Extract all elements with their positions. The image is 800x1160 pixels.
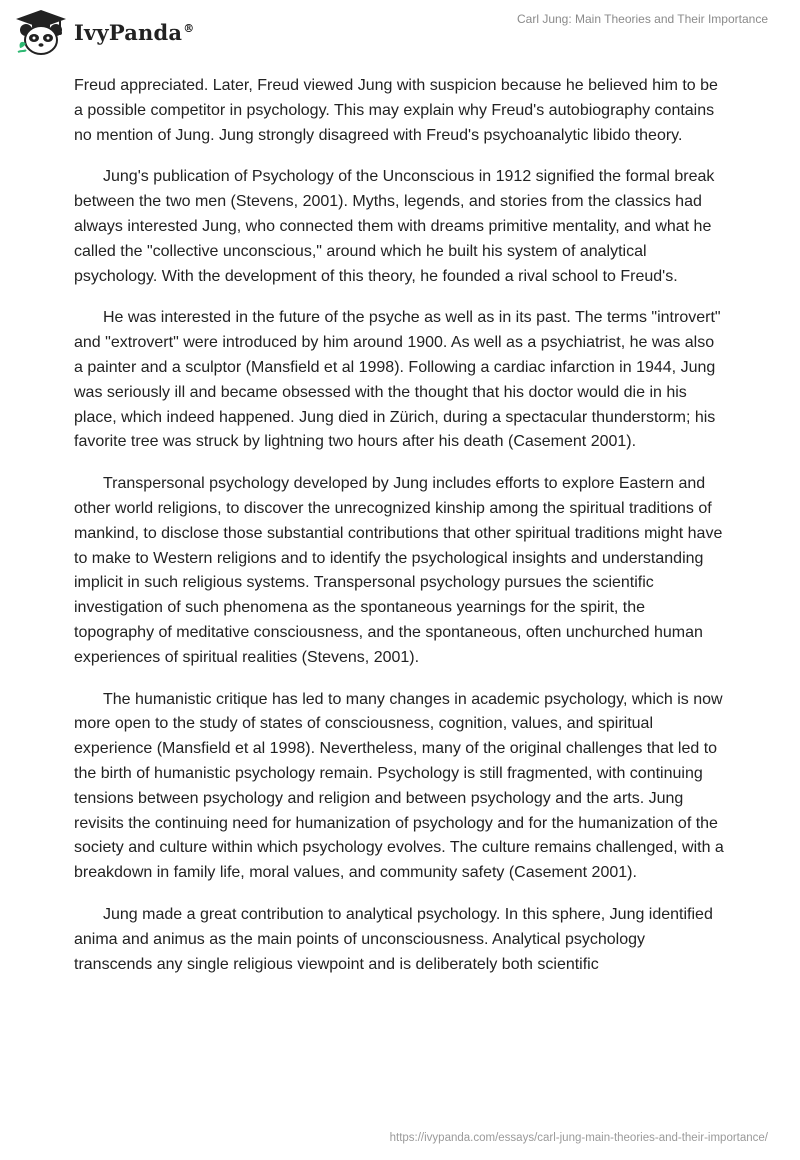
paragraph-1: Freud appreciated. Later, Freud viewed Jung with suspicion because he believed him to be a possible competitor in psychology. This may explain why Freud's autobiography contains no mention of Jung. Jung strongly disagreed with Freud's psychoanalytic libido theory. [74, 77, 718, 144]
paragraph-4: Transpersonal psychology developed by Jung includes efforts to explore Eastern and other world religions, to discover the unrecognized kinship among the spiritual traditions of mankind, to disclose those substantial contributions that other spiritual traditions might have to make to Western religions and to identify the psychological insights and understanding implicit in such religious systems. Transpersonal psychology pursues the scientific investigation of such phenomena as the spontaneous yearnings for the spirit, the topography of meditative consciousness, and the spontaneous, often unchurched human experiences of spiritual realities (Stevens, 2001). [74, 475, 723, 666]
brand-text: IvyPanda [74, 19, 183, 45]
brand-name [74, 20, 194, 45]
paragraph-3: He was interested in the future of the psyche as well as in its past. The terms "introvert" and "extrovert" were introduced by him around 1900. As well as a psychiatrist, he was also a painter and a sculptor (Mansfield et al 1998). Following a cardiac infarction in 1944, Jung was seriously ill and became obsessed with the thought that his doctor would die in his place, which indeed happened. Jung died in Zürich, during a spectacular thunderstorm; his favorite tree was struck by lightning two hours after his death (Casement 2001). [74, 309, 721, 451]
ivypanda-logo[interactable] [14, 8, 194, 56]
document-title: Carl Jung: Main Theories and Their Importance [516, 12, 768, 26]
page-header [0, 0, 800, 70]
paragraph-2: Jung's publication of Psychology of the Unconscious in 1912 signified the formal break between the two men (Stevens, 2001). Myths, legends, and stories from the classics had always interested Jung, who connected them with dreams primitive mentality, and what he called the "collective unconscious," around which he built his system of analytical psychology. With the development of this theory, he founded a rival school to Freud's. [74, 168, 715, 285]
panda-graduate-icon [14, 8, 68, 56]
source-url[interactable]: https://ivypanda.com/essays/carl-jung-main-theories-and-their-importance/ [389, 1132, 768, 1144]
essay-body [74, 74, 726, 994]
registered-mark: ® [183, 21, 195, 35]
paragraph-6: Jung made a great contribution to analytical psychology. In this sphere, Jung identified anima and animus as the main points of unconsciousness. Analytical psychology transcends any single religious viewpoint and is deliberately both scientific [74, 905, 713, 973]
paragraph-5: The humanistic critique has led to many changes in academic psychology, which is now more open to the study of states of consciousness, cognition, values, and spiritual experience (Mansfield et al 1998). Nevertheless, many of the original challenges that led to the birth of humanistic psychology remain. Psychology is still fragmented, with continuing tensions between psychology and religion and between psychology and the arts. Jung revisits the continuing need for humanization of psychology and for the humanization of the society and culture within which psychology evolves. The culture remains challenged, with a breakdown in family life, moral values, and community safety (Casement 2001). [74, 690, 724, 882]
